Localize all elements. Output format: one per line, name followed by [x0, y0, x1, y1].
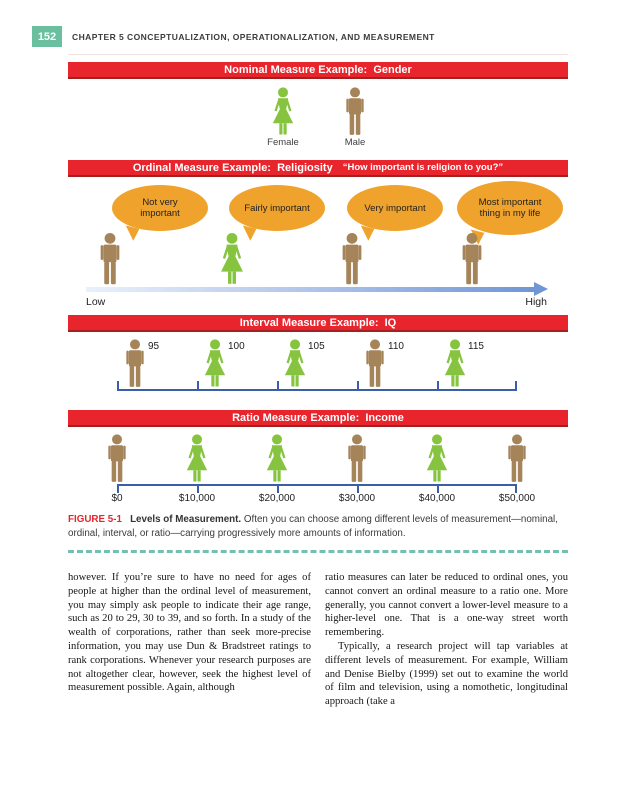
nominal-title: Nominal Measure Example: Gender [224, 63, 412, 76]
income-value: $50,000 [498, 493, 536, 504]
figure-caption [68, 513, 568, 540]
speech-bubble [229, 185, 325, 231]
female-icon [180, 434, 214, 484]
low-high-arrow [86, 287, 534, 292]
iq-value: 95 [148, 341, 160, 352]
male-pictogram [340, 434, 374, 484]
body-paragraph: Typically, a research project will tap variables at different levels of measurement. For example, William and Denise Bielby (1999) set out to examine the world of film and television, using a nomothetic, longitudinal approach (take a [325, 640, 568, 708]
tick-mark [515, 381, 517, 391]
tick-mark [117, 381, 119, 391]
axis-high-label: High [525, 296, 547, 308]
male-icon [92, 232, 128, 287]
interval-banner [68, 315, 568, 332]
figure-number: FIGURE 5-1 [68, 514, 122, 525]
chapter-header: CHAPTER 5 CONCEPTUALIZATION, OPERATIONALIZATION, AND MEASUREMENT [72, 32, 435, 42]
male-pictogram [338, 87, 372, 137]
ratio-banner [68, 410, 568, 427]
income-value: $20,000 [258, 493, 296, 504]
tick-mark [277, 381, 279, 391]
page-number-badge [32, 26, 62, 47]
female-label: Female [267, 137, 299, 148]
female-icon [266, 87, 300, 137]
tick-mark [197, 486, 199, 493]
male-icon [100, 434, 134, 484]
male-icon [340, 434, 374, 484]
female-icon [420, 434, 454, 484]
iq-value: 115 [468, 341, 484, 352]
tick-mark [277, 486, 279, 493]
speech-bubble [457, 181, 563, 235]
dashed-divider [68, 550, 568, 553]
tick-mark [437, 381, 439, 391]
page-number: 152 [37, 30, 57, 43]
male-pictogram [334, 232, 370, 287]
male-pictogram [454, 232, 490, 287]
tick-mark [515, 486, 517, 493]
tick-mark [357, 486, 359, 493]
male-icon [334, 232, 370, 287]
bubble-text: Most important thing in my life [478, 197, 542, 219]
tick-mark [197, 381, 199, 391]
income-value: $10,000 [178, 493, 216, 504]
income-value: $30,000 [338, 493, 376, 504]
body-paragraph: however. If you’re sure to have no need for ages of people at higher than the ordinal level of measurement, you may simply ask people to indicate their age range, such as 20 to 29, 30 to 39, and so forth. In a study of the wealth of corporations, rather than seek more-precise information, you may use Dun & Bradstreet ratings to rank corporations. Whenever your research purposes are not altogether clear, however, seek the highest level of measurement possible. Again, although [68, 572, 311, 694]
speech-bubble [112, 185, 208, 231]
male-icon [500, 434, 534, 484]
ratio-title: Ratio Measure Example: Income [232, 411, 404, 424]
body-column-left [68, 571, 311, 695]
female-pictogram [260, 434, 294, 484]
male-pictogram [100, 434, 134, 484]
tick-mark [357, 381, 359, 391]
female-pictogram [266, 87, 300, 137]
income-value: $40,000 [418, 493, 456, 504]
speech-bubble [347, 185, 443, 231]
tick-mark [117, 486, 119, 493]
male-icon [338, 87, 372, 137]
male-label: Male [344, 137, 366, 148]
bubble-text: Fairly important [244, 202, 310, 214]
female-icon [214, 232, 250, 287]
body-paragraph: ratio measures can later be reduced to ordinal ones, you cannot convert an ordinal measure to a ratio one. More generally, you cannot convert a lower-level measure to a higher-level one. That is a one-way street worth remembering. [325, 572, 568, 639]
body-column-right [325, 571, 568, 709]
tick-mark [437, 486, 439, 493]
figure-title: Levels of Measurement. [130, 514, 242, 525]
female-pictogram [214, 232, 250, 287]
arrow-head-icon [534, 282, 548, 296]
ordinal-banner [68, 160, 568, 177]
iq-value: 110 [388, 341, 404, 352]
income-value: $0 [111, 493, 123, 504]
interval-scale [117, 381, 517, 391]
axis-low-label: Low [86, 296, 106, 308]
iq-value: 100 [228, 341, 245, 352]
ordinal-title: Ordinal Measure Example: Religiosity [132, 161, 333, 174]
bubble-text: Not very important [140, 197, 180, 219]
interval-title: Interval Measure Example: IQ [239, 316, 397, 329]
male-icon [454, 232, 490, 287]
male-pictogram [92, 232, 128, 287]
figure-caption-text: Often you can choose among different levels of measurement—nominal, ordinal, interval, or ratio—carrying progressively more amounts of information. [68, 514, 558, 539]
ordinal-subtitle: “How important is religion to you?” [342, 162, 504, 173]
female-icon [260, 434, 294, 484]
female-pictogram [420, 434, 454, 484]
header-rule [68, 54, 568, 55]
male-pictogram [500, 434, 534, 484]
female-pictogram [180, 434, 214, 484]
bubble-text: Very important [364, 202, 426, 214]
ratio-scale [117, 484, 517, 493]
nominal-banner [68, 62, 568, 79]
iq-value: 105 [308, 341, 325, 352]
